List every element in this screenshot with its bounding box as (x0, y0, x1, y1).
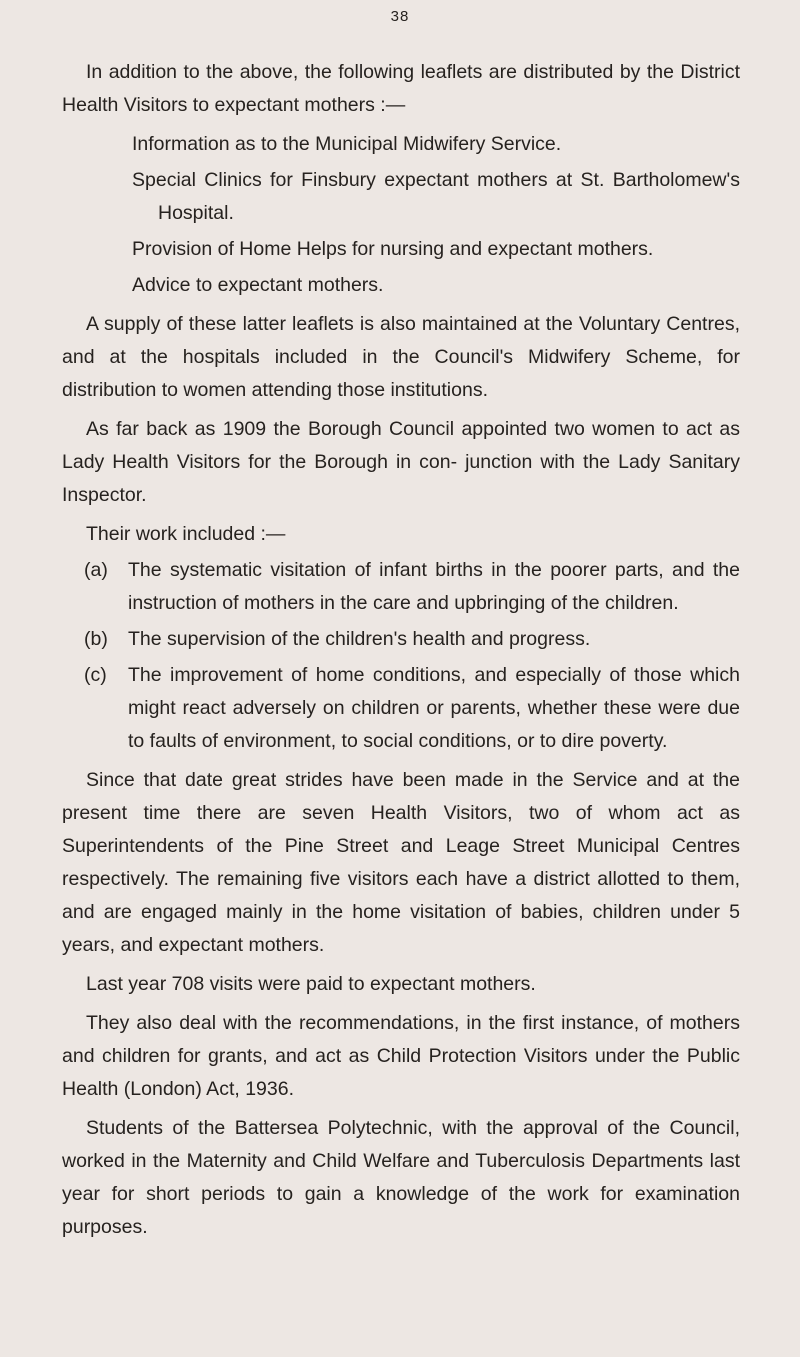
leaflet-item: Special Clinics for Finsbury expectant mothers at St. Bartholomew's Hospital. (132, 169, 740, 224)
page-number: 38 (390, 8, 410, 25)
leaflet-item: Provision of Home Helps for nursing and expectant mothers. (132, 238, 654, 260)
page-body (62, 56, 740, 1244)
leaflet-item: Advice to expectant mothers. (132, 274, 384, 296)
item-marker: (b) (84, 628, 108, 650)
item-marker: (c) (84, 664, 107, 686)
item-marker: (a) (84, 559, 108, 581)
item-text: The improvement of home conditions, and especially of those which might react adversely on children or parents, whether these were due to faults of environment, to social conditions, or to dire poverty. (128, 664, 740, 752)
students-paragraph: Students of the Battersea Polytechnic, with the approval of the Council, worked in the Maternity and Child Welfare and Tuberculosis Departments last year for short periods to gain a knowledge of the work for examination purposes. (62, 1117, 740, 1238)
supply-paragraph: A supply of these latter leaflets is also maintained at the Voluntary Centres, and at the hospitals included in the Council's Midwifery Scheme, for distribution to women attending those institutions. (62, 313, 740, 401)
progress-paragraph: Since that date great strides have been made in the Service and at the present time there are seven Health Visitors, two of whom act as Superintendents of the Pine Street and Leage Street Municipal Centres respectively. The remaining five visitors each have a district allotted to them, and are engaged mainly in the home visitation of babies, children under 5 years, and expectant mothers. (62, 769, 740, 956)
item-text: The systematic visitation of infant births in the poorer parts, and the instruction of mothers in the care and upbringing of the children. (128, 559, 740, 614)
work-list (62, 554, 740, 758)
grants-paragraph: They also deal with the recommendations, in the first instance, of mothers and children for grants, and act as Child Protection Visitors under the Public Health (London) Act, 1936. (62, 1012, 740, 1100)
work-item-c (84, 659, 740, 758)
work-intro: Their work included :— (86, 523, 286, 545)
history-paragraph: As far back as 1909 the Borough Council appointed two women to act as Lady Health Visitors for the Borough in con- junction with the Lady Sanitary Inspector. (62, 418, 740, 506)
work-item-b (84, 623, 740, 656)
visits-paragraph: Last year 708 visits were paid to expectant mothers. (86, 973, 536, 995)
intro-paragraph: In addition to the above, the following leaflets are distributed by the District Health Visitors to expectant mothers :— (62, 61, 740, 116)
item-text: The supervision of the children's health and progress. (128, 628, 591, 650)
leaflet-list (62, 128, 740, 302)
leaflet-item: Information as to the Municipal Midwifery Service. (132, 133, 562, 155)
work-item-a (84, 554, 740, 620)
